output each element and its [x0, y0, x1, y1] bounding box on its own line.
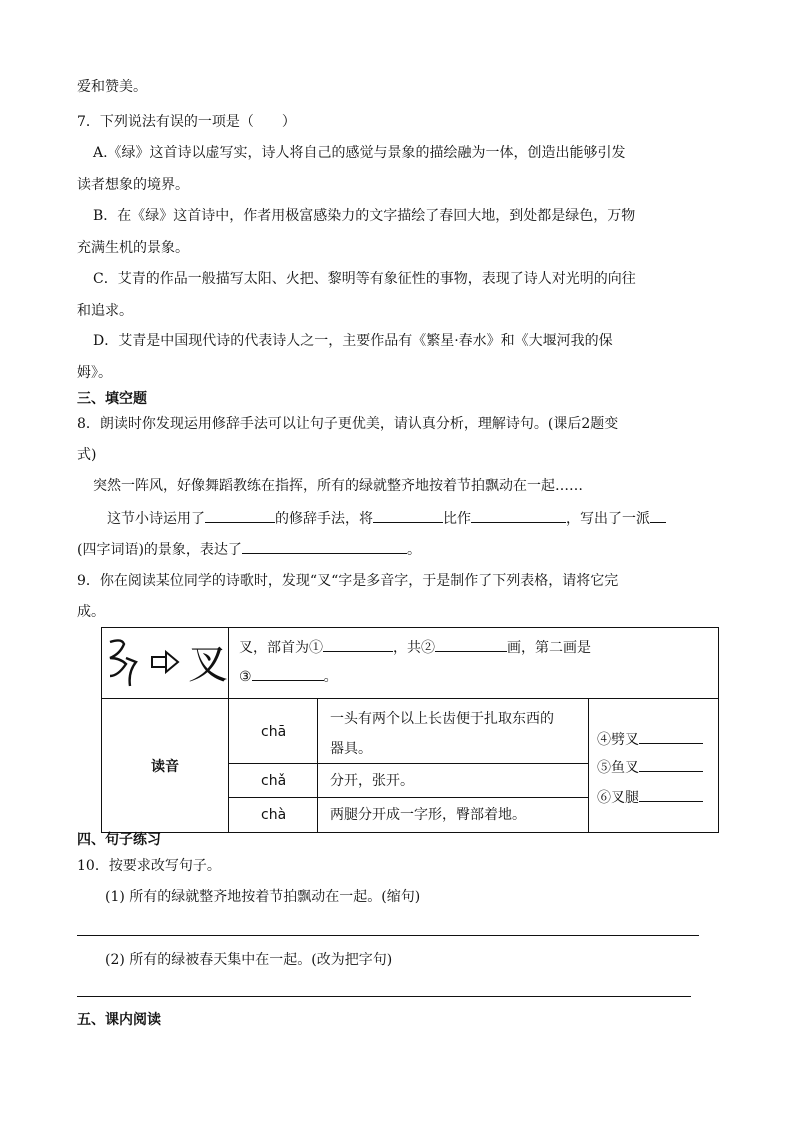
meaning-cell [318, 764, 589, 798]
meaning-cha3: 分开，张开。 [330, 773, 414, 789]
question-8-line2: 式) [77, 447, 97, 463]
text-line: 爱和赞美。 [77, 79, 147, 95]
char-info-cell [229, 628, 719, 699]
blank-stroke-count[interactable] [435, 637, 507, 652]
blank-idiom[interactable] [650, 508, 666, 523]
char-evolution-cell [102, 628, 229, 699]
question-8-fill-line2 [77, 539, 421, 560]
option-d-line1: D．艾青是中国现代诗的代表诗人之一，主要作品有《繁星·春水》和《大堰河我的保 [93, 333, 613, 349]
section-4-heading: 四、句子练习 [77, 832, 161, 848]
meaning-cha1-line2: 器具。 [330, 741, 372, 757]
question-9-line1: 9．你在阅读某位同学的诗歌时，发现“叉“字是多音字，于是制作了下列表格，请将它完 [77, 573, 619, 589]
pinyin-cell [229, 699, 318, 764]
fill-text: 比作 [443, 511, 471, 527]
fill-text: 这节小诗运用了 [107, 511, 205, 527]
meaning-cha4: 两腿分开成一字形，臀部着地。 [330, 807, 526, 823]
word-text: ⑤鱼叉 [597, 760, 639, 776]
option-d-line2: 姆》。 [77, 365, 112, 381]
question-10: 10．按要求改写句子。 [77, 858, 221, 874]
pinyin-cha4: chà [261, 807, 287, 823]
meaning-cell [318, 699, 589, 764]
blank-word-4[interactable] [639, 729, 703, 744]
info-text: 。 [323, 669, 338, 685]
blank-rhetoric[interactable] [205, 508, 275, 523]
second-stroke-line [239, 666, 338, 687]
pinyin-cell [229, 764, 318, 798]
answer-line-2[interactable] [77, 996, 691, 997]
info-text: ，共② [393, 640, 435, 656]
info-text: ③ [239, 669, 252, 685]
word-text: ④劈叉 [597, 732, 639, 748]
question-8-fill-line1 [107, 508, 666, 529]
option-c-line1: C．艾青的作品一般描写太阳、火把、黎明等有象征性的事物，表现了诗人对光明的向往 [93, 271, 636, 287]
pronunciation-label: 读音 [151, 758, 179, 775]
info-text: 叉，部首为① [239, 640, 323, 656]
pronunciation-label-cell [102, 699, 229, 833]
ancient-char-icon [102, 628, 228, 694]
info-text: 画，第二画是 [507, 640, 591, 656]
option-b-line1: B．在《绿》这首诗中，作者用极富感染力的文字描绘了春回大地，到处都是绿色，万物 [93, 208, 636, 224]
option-b-line2: 充满生机的景象。 [77, 240, 189, 256]
question-9-line2: 成。 [77, 604, 105, 620]
option-a-line1: A.《绿》这首诗以虚写实，诗人将自己的感觉与景象的描绘融为一体，创造出能够引发 [93, 145, 626, 161]
poem-quote: 突然一阵风，好像舞蹈教练在指挥，所有的绿就整齐地按着节拍飘动在一起…… [93, 478, 583, 494]
question-10-part1: (1) 所有的绿就整齐地按着节拍飘动在一起。(缩句) [105, 889, 421, 905]
blank-second-stroke[interactable] [252, 666, 324, 681]
option-c-line2: 和追求。 [77, 303, 133, 319]
radical-line [239, 637, 591, 658]
question-10-part2: (2) 所有的绿被春天集中在一起。(改为把字句) [105, 952, 393, 968]
answer-line-1[interactable] [77, 935, 699, 936]
blank-word-5[interactable] [639, 757, 703, 772]
blank-word-6[interactable] [639, 787, 703, 802]
meaning-cell [318, 798, 589, 833]
fill-text: 。 [406, 542, 421, 558]
meaning-cha1-line1: 一头有两个以上长齿便于扎取东西的 [330, 711, 554, 727]
blank-object[interactable] [373, 508, 443, 523]
fill-text: ，写出了一派 [566, 511, 650, 527]
question-7: 7．下列说法有误的一项是（ ） [77, 114, 296, 130]
blank-radical[interactable] [323, 637, 393, 652]
word-5 [597, 757, 703, 778]
section-3-heading: 三、填空题 [77, 391, 147, 407]
fill-text: 的修辞手法，将 [275, 511, 373, 527]
blank-compared[interactable] [471, 508, 566, 523]
pinyin-cha3: chǎ [261, 773, 287, 789]
question-8-line1: 8．朗读时你发现运用修辞手法可以让句子更优美，请认真分析，理解诗句。(课后2题变 [77, 416, 619, 432]
section-5-heading: 五、课内阅读 [77, 1012, 161, 1028]
char-table [101, 627, 719, 833]
word-text: ⑥叉腿 [597, 790, 639, 806]
pinyin-cell [229, 798, 318, 833]
pinyin-cha1: chā [261, 724, 287, 740]
words-cell [589, 699, 719, 833]
modern-char: 叉 [188, 642, 228, 688]
option-a-line2: 读者想象的境界。 [77, 177, 189, 193]
fill-text: (四字词语)的景象，表达了 [77, 542, 242, 558]
word-4 [597, 729, 703, 750]
blank-expression[interactable] [242, 539, 407, 554]
word-6 [597, 787, 703, 808]
